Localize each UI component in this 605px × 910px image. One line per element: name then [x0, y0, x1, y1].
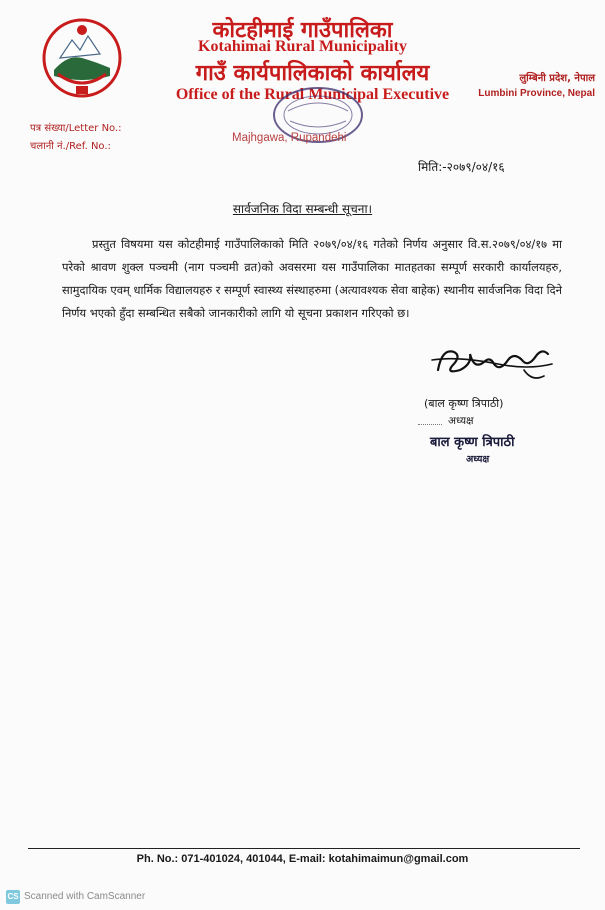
- signatory-name: (बाल कृष्ण त्रिपाठी): [424, 397, 504, 410]
- office-address: Majhgawa, Rupandehi: [232, 132, 347, 144]
- office-name-english: Office of the Rural Municipal Executive: [175, 86, 450, 103]
- notice-date: मिति:-२०७९/०४/१६: [418, 160, 505, 174]
- handwritten-signature: [428, 330, 558, 390]
- office-name-nepali: गाउँ कार्यपालिकाको कार्यालय: [195, 60, 430, 86]
- province-english: Lumbini Province, Nepal: [478, 88, 595, 99]
- signatory-title: अध्यक्ष: [448, 415, 474, 427]
- dotted-divider: [418, 424, 442, 425]
- letter-no-label: पत्र संख्या/Letter No.:: [30, 123, 122, 134]
- notice-title: [0, 200, 605, 217]
- notice-body: प्रस्तुत विषयमा यस कोटहीमाई गाउँपालिकाको मिति २०७९/०४/१६ गतेको निर्णय अनुसार वि.स.२०७९/०४/१७ मा परेको श्रावण शुक्ल पञ्चमी (नाग पञ्चमी व्रत)को अवसरमा यस गाउँपालिका मातहतका सम्पूर्ण सरकारी कार्यालयहरु, सामुदायिक एवम् धार्मिक विद्यालयहरु र सम्पूर्ण स्वास्थ्य संस्थाहरुमा (अत्यावश्यक सेवा बाहेक) स्थानीय सार्वजनिक विदा दिने निर्णय भएको हुँदा सम्बन्धित सबैको जानकारीको लागि यो सूचना प्रकाशन गरिएको छ।: [62, 237, 562, 320]
- footer-divider: [28, 848, 580, 849]
- scanner-watermark: Scanned with CamScanner: [24, 891, 146, 902]
- name-stamp-title: अध्यक्ष: [466, 454, 490, 465]
- notice-title-text: सार्वजनिक विदा सम्बन्धी सूचना।: [232, 202, 373, 216]
- name-stamp: बाल कृष्ण त्रिपाठी: [430, 435, 515, 450]
- municipality-name-english: Kotahimai Rural Municipality: [198, 38, 407, 55]
- municipality-name-nepali: कोटहीमाई गाउँपालिका: [212, 17, 393, 43]
- province-nepali: लुम्बिनी प्रदेश, नेपाल: [519, 73, 595, 84]
- camscanner-logo-icon: CS: [6, 890, 20, 904]
- footer-contact: Ph. No.: 071-401024, 401044, E-mail: kotahimaimun@gmail.com: [136, 853, 469, 865]
- ref-no-label: चलानी नं./Ref. No.:: [30, 141, 111, 152]
